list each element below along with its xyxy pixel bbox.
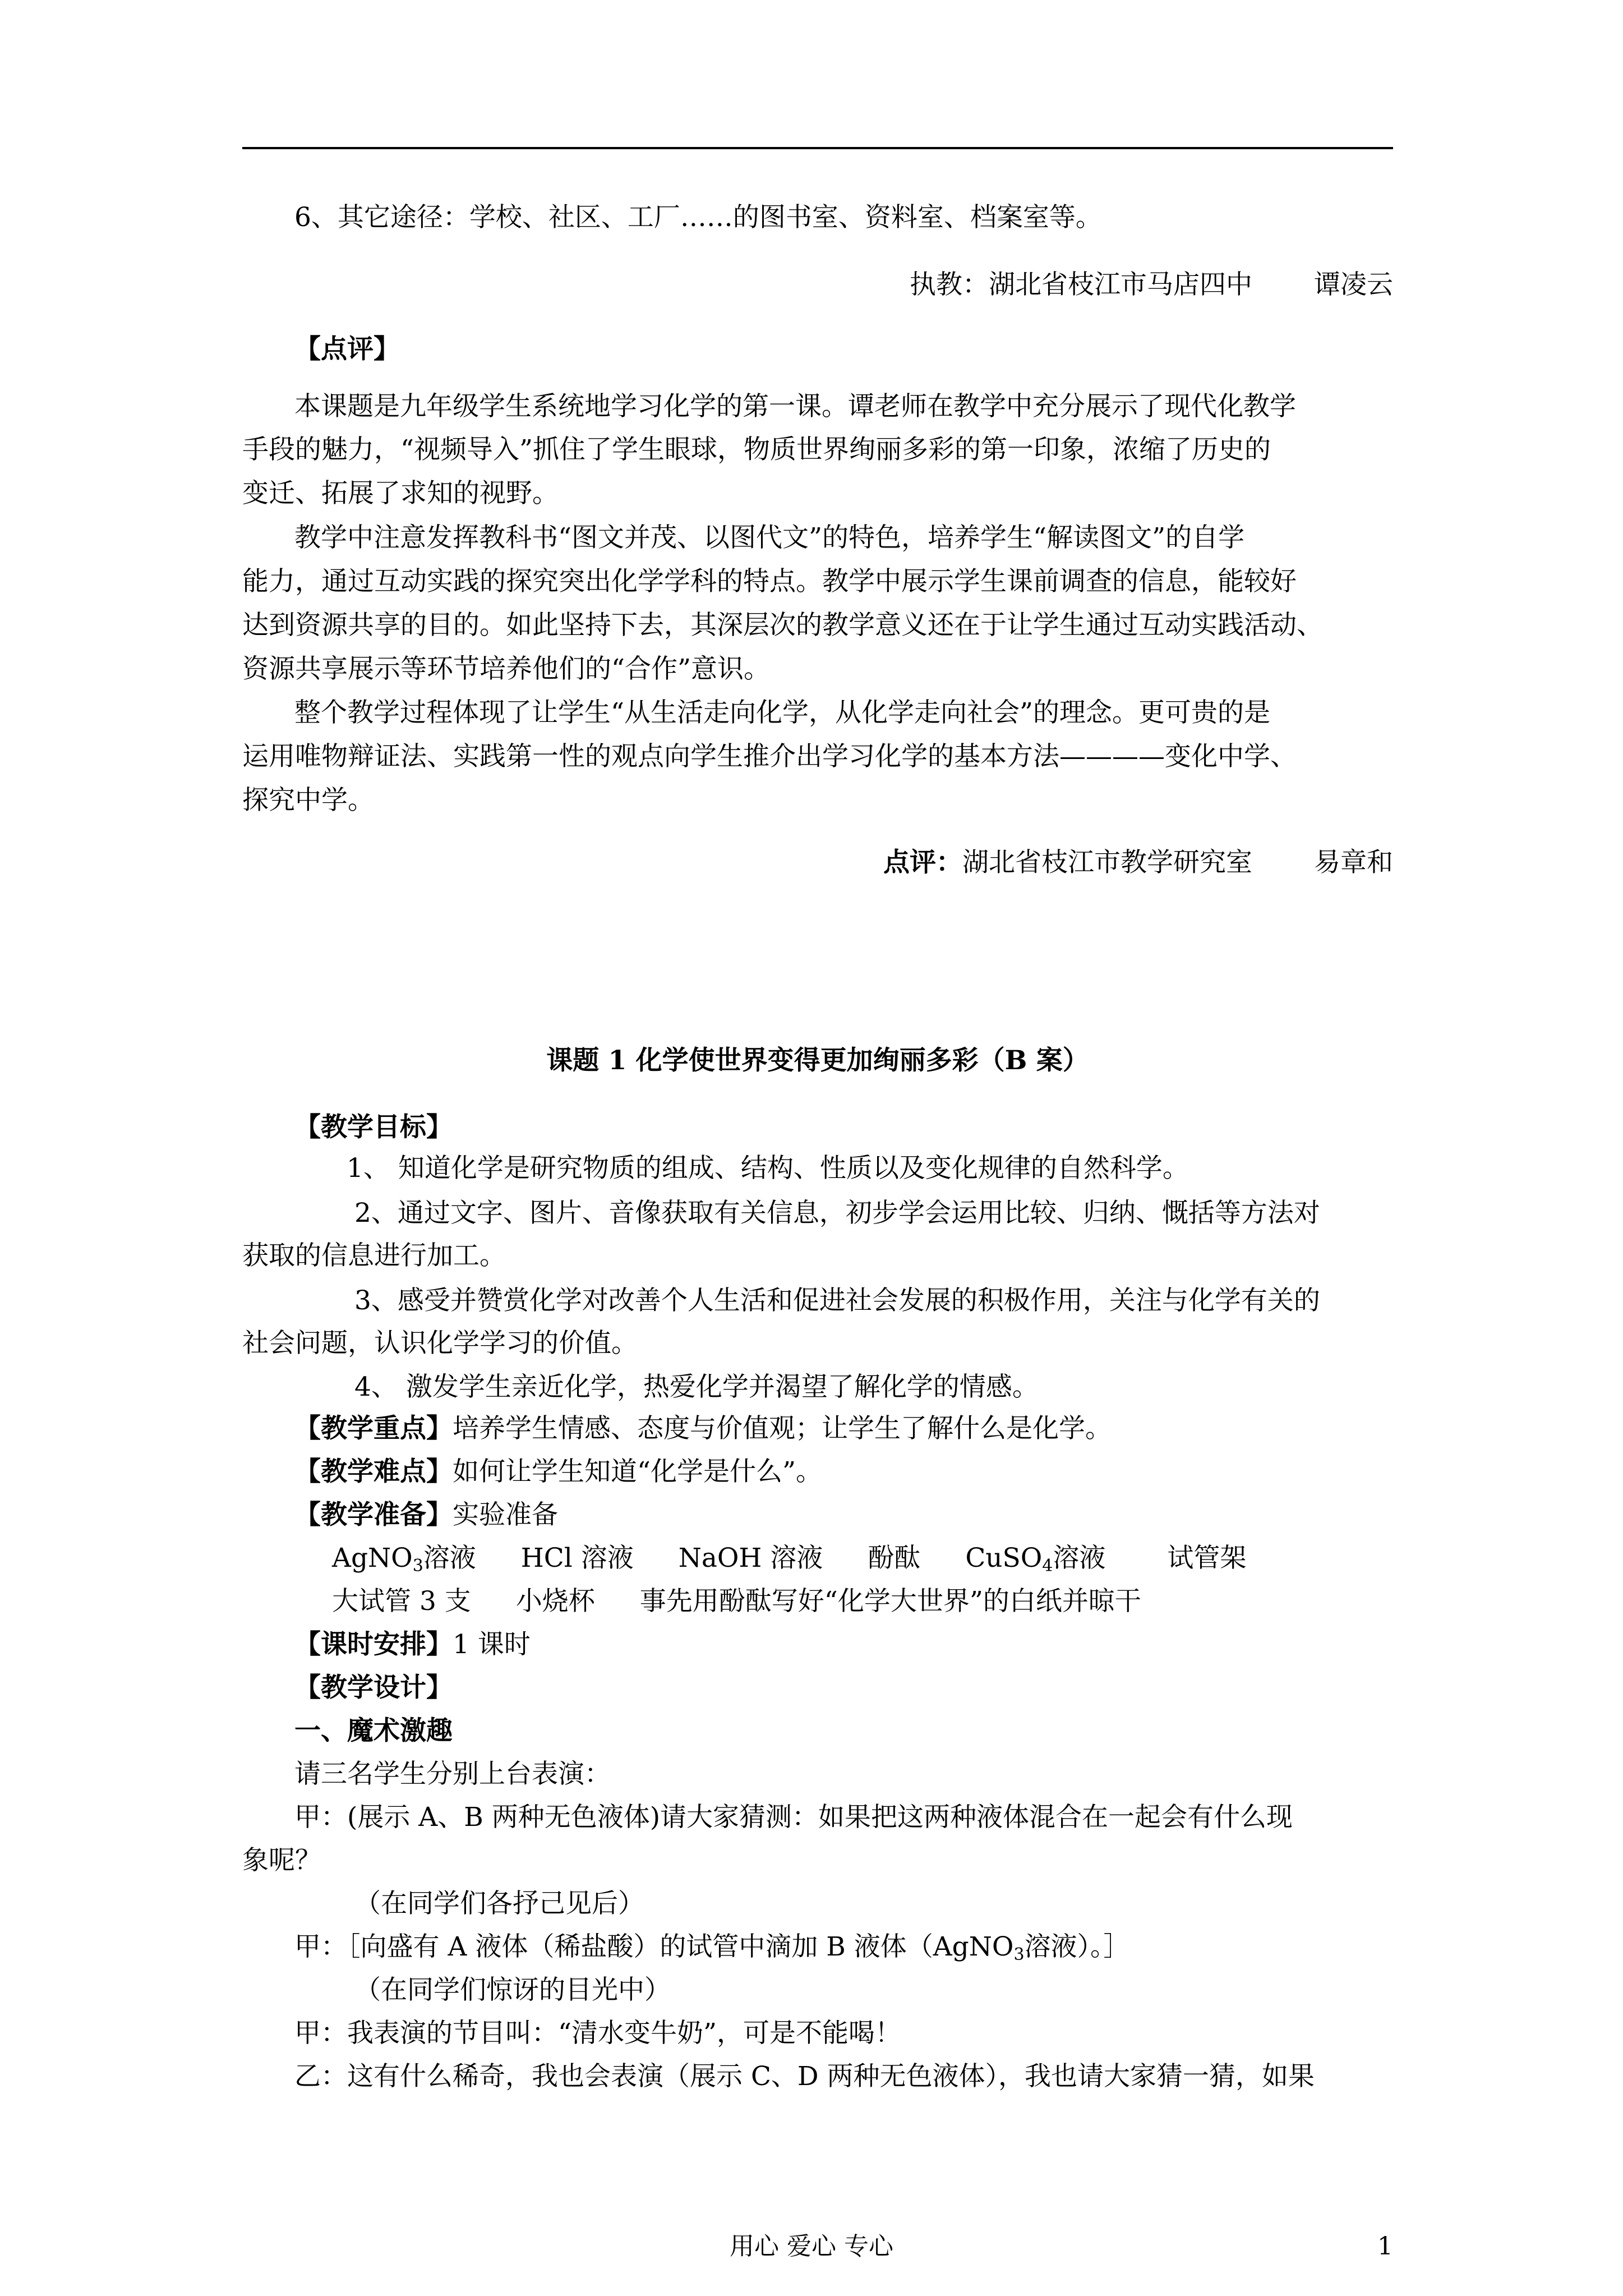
jia-line3: 甲：我表演的节目叫：“清水变牛奶”，可是不能喝！: [294, 2018, 902, 2049]
comment-p3-line3: 探究中学。: [242, 785, 374, 816]
materials-line1: AgNO$_3$溶液 HCl 溶液 NaOH 溶液 酚酞 CuSO$_4$溶液 试管架: [332, 1543, 1247, 1576]
goal-3-line2: 社会问题，认识化学学习的价值。: [242, 1328, 638, 1359]
stage-note-2: （在同学们惊讶的目光中）: [354, 1975, 671, 2005]
comment-p1-line2: 手段的魅力，“视频导入”抓住了学生眼球，物质世界绚丽多彩的第一印象，浓缩了历史的: [242, 434, 1271, 465]
goal-3-line1: 3、感受并赞赏化学对改善个人生活和促进社会发展的积极作用，关注与化学有关的: [354, 1285, 1320, 1316]
preparation: 【教学准备】实验准备: [294, 1499, 558, 1530]
stage-note-1: （在同学们各抒己见后）: [354, 1888, 644, 1919]
footer-motto: 用心 爱心 专心: [730, 2232, 893, 2261]
intro-line: 请三名学生分别上台表演：: [294, 1759, 611, 1789]
header-rule: [242, 147, 1393, 149]
yi-line1: 乙：这有什么稀奇，我也会表演（展示 C、D 两种无色液体），我也请大家猜一猜，如果: [294, 2061, 1315, 2092]
lesson-title: 课题 1 化学使世界变得更加绚丽多彩（B 案）: [546, 1045, 1089, 1076]
item-6: 6、其它途径：学校、社区、工厂……的图书室、资料室、档案室等。: [294, 202, 1102, 233]
goals-heading: 【教学目标】: [294, 1112, 453, 1143]
teacher-credit: 执教：湖北省枝江市马店四中 谭凌云: [910, 269, 1393, 300]
difficulty-point: 【教学难点】如何让学生知道“化学是什么”。: [294, 1456, 823, 1487]
comment-p2-line1: 教学中注意发挥教科书“图文并茂、以图代文”的特色，培养学生“解读图文”的自学: [294, 522, 1245, 553]
comment-p3-line1: 整个教学过程体现了让学生“从生活走向化学，从化学走向社会”的理念。更可贵的是: [294, 697, 1271, 728]
reviewer-credit: 点评：湖北省枝江市教学研究室 易章和: [883, 847, 1393, 878]
comment-p1-line3: 变迁、拓展了求知的视野。: [242, 478, 559, 509]
goal-1: 1、 知道化学是研究物质的组成、结构、性质以及变化规律的自然科学。: [347, 1153, 1189, 1184]
goal-4: 4、 激发学生亲近化学，热爱化学并渴望了解化学的情感。: [354, 1372, 1039, 1402]
comment-heading: 【点评】: [294, 334, 400, 365]
design-heading: 【教学设计】: [294, 1672, 453, 1703]
comment-p2-line4: 资源共享展示等环节培养他们的“合作”意识。: [242, 654, 771, 684]
jia-line1: 甲：(展示 A、B 两种无色液体)请大家猜测：如果把这两种液体混合在一起会有什么现: [294, 1802, 1293, 1833]
comment-p1-line1: 本课题是九年级学生系统地学习化学的第一课。谭老师在教学中充分展示了现代化教学: [294, 391, 1296, 422]
page-number: 1: [1377, 2232, 1393, 2261]
materials-line2: 大试管 3 支 小烧杯 事先用酚酞写好“化学大世界”的白纸并晾干: [332, 1586, 1141, 1617]
jia-line2: 甲：［向盛有 A 液体（稀盐酸）的试管中滴加 B 液体（AgNO$_3$溶液）。］: [294, 1931, 1130, 1964]
goal-2-line1: 2、通过文字、图片、音像获取有关信息，初步学会运用比较、归纳、慨括等方法对: [354, 1198, 1320, 1228]
jia-line1-cont: 象呢？: [242, 1845, 321, 1876]
section-1-heading: 一、魔术激趣: [294, 1715, 453, 1746]
key-point: 【教学重点】培养学生情感、态度与价值观；让学生了解什么是化学。: [294, 1413, 1112, 1444]
comment-p2-line2: 能力，通过互动实践的探究突出化学学科的特点。教学中展示学生课前调查的信息，能较好: [242, 566, 1297, 597]
comment-p3-line2: 运用唯物辩证法、实践第一性的观点向学生推介出学习化学的基本方法————变化中学、: [242, 741, 1297, 772]
schedule: 【课时安排】1 课时: [294, 1629, 531, 1660]
goal-2-line2: 获取的信息进行加工。: [242, 1240, 506, 1271]
comment-p2-line3: 达到资源共享的目的。如此坚持下去，其深层次的教学意义还在于让学生通过互动实践活动、: [242, 610, 1323, 641]
